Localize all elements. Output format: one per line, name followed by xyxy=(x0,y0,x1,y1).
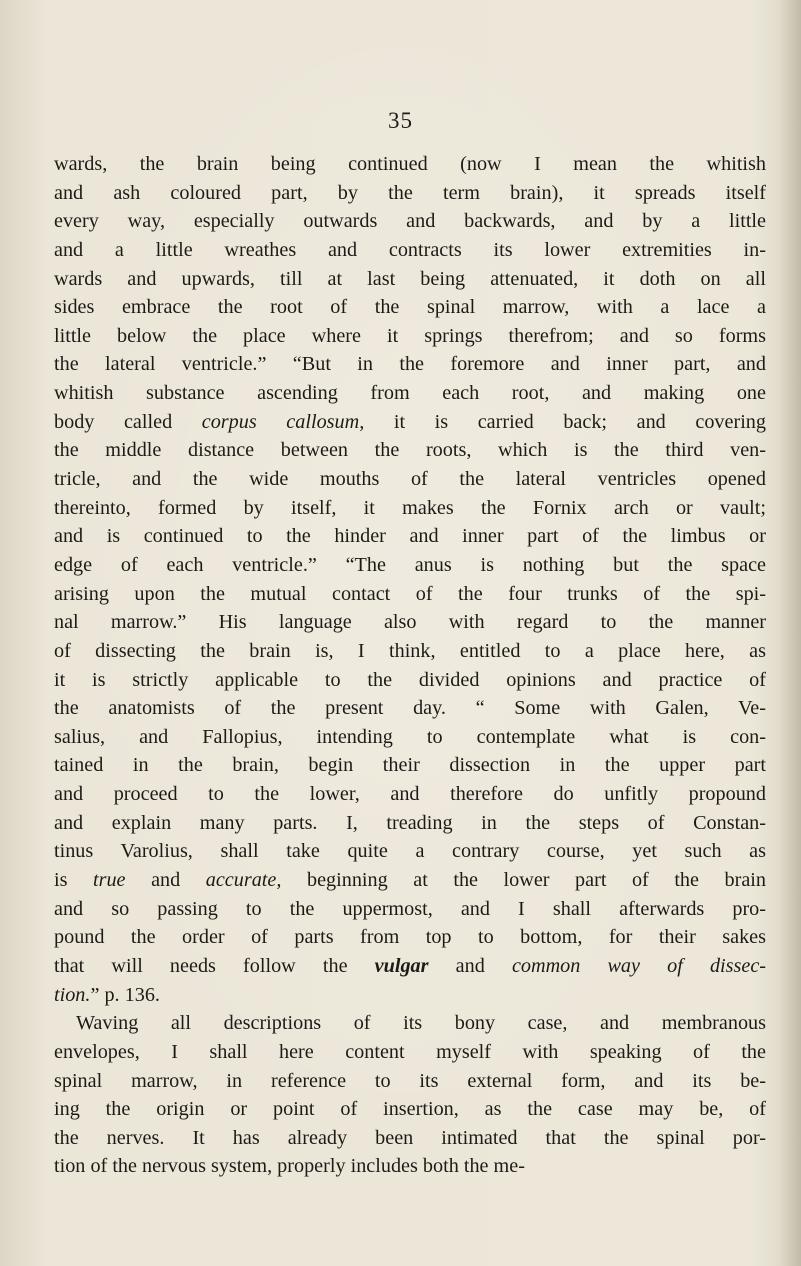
text-line xyxy=(54,837,766,866)
text-segment: envelopes, I shall here content myself with speaking of the xyxy=(54,1040,766,1063)
emphasis-text: accurate, xyxy=(205,869,282,892)
text-line xyxy=(54,1152,766,1181)
paragraph xyxy=(54,150,766,1009)
text-line xyxy=(54,809,766,838)
page-number: 35 xyxy=(388,108,413,133)
text-line xyxy=(54,751,766,780)
text-line xyxy=(54,694,766,723)
text-segment: ” p. 136. xyxy=(90,983,160,1006)
text-segment: tricle, and the wide mouths of the lateral ventricles opened xyxy=(54,468,766,491)
text-segment: the middle distance between the roots, which is the third ven- xyxy=(54,439,766,462)
text-line xyxy=(54,780,766,809)
emphasis-text: true xyxy=(93,869,126,892)
text-line xyxy=(54,923,766,952)
text-segment: ing the origin or point of insertion, as the case may be, of xyxy=(54,1098,766,1121)
text-segment: wards, the brain being continued (now I mean the whitish xyxy=(54,153,766,175)
text-segment: every way, especially outwards and backwards, and by a little xyxy=(54,210,766,233)
text-segment: wards and upwards, till at last being attenuated, it doth on all xyxy=(54,267,766,290)
text-line xyxy=(54,1095,766,1124)
text-segment: pound the order of parts from top to bottom, for their sakes xyxy=(54,926,766,949)
page-edge-shadow xyxy=(779,0,801,1266)
text-segment: that will needs follow the xyxy=(54,954,375,977)
text-line xyxy=(54,236,766,265)
text-line xyxy=(54,408,766,437)
text-segment: and is continued to the hinder and inner part of the limbus or xyxy=(54,525,766,548)
text-segment: edge of each ventricle.” “The anus is nothing but the space xyxy=(54,553,766,576)
text-segment: body called xyxy=(54,410,202,433)
text-segment: the lateral ventricle.” “But in the foremore and inner part, and xyxy=(54,353,766,376)
text-segment: and ash coloured part, by the term brain), it spreads itself xyxy=(54,181,766,204)
text-line xyxy=(54,436,766,465)
text-line xyxy=(54,522,766,551)
emphasis-text: corpus callosum, xyxy=(201,410,365,433)
text-line xyxy=(54,981,766,1010)
emphasis-text: vulgar xyxy=(374,954,429,977)
text-segment: and a little wreathes and contracts its lower extremities in- xyxy=(54,238,766,261)
text-segment: the nerves. It has already been intimated that the spinal por- xyxy=(54,1126,766,1149)
text-segment: and explain many parts. I, treading in the steps of Constan- xyxy=(54,811,766,834)
emphasis-text: common way of dissec- xyxy=(511,954,767,977)
text-line xyxy=(54,608,766,637)
text-segment: Waving all descriptions of its bony case, and membranous xyxy=(76,1012,766,1035)
text-segment: spinal marrow, in reference to its external form, and its be- xyxy=(54,1069,766,1092)
text-line xyxy=(54,150,766,179)
text-segment: thereinto, formed by itself, it makes the Fornix arch or vault; xyxy=(54,496,766,519)
text-segment: the anatomists of the present day. “ Some with Galen, Ve- xyxy=(54,697,766,720)
text-line xyxy=(54,1038,766,1067)
text-line xyxy=(54,265,766,294)
text-segment: little below the place where it springs therefrom; and so forms xyxy=(54,324,766,347)
text-segment: tion of the nervous system, properly includes both the me- xyxy=(54,1155,525,1178)
text-segment: beginning at the lower part of the brain xyxy=(281,869,766,892)
body-text xyxy=(54,150,766,1181)
text-line xyxy=(54,465,766,494)
text-segment: nal marrow.” His language also with regard to the manner xyxy=(54,611,766,634)
text-line xyxy=(54,1067,766,1096)
text-line xyxy=(54,494,766,523)
text-segment: tained in the brain, begin their dissection in the upper part xyxy=(54,754,766,777)
text-segment: of dissecting the brain is, I think, entitled to a place here, as xyxy=(54,639,766,662)
emphasis-text: tion. xyxy=(54,983,91,1006)
paragraph xyxy=(54,1009,766,1181)
text-line xyxy=(54,580,766,609)
text-line xyxy=(54,1124,766,1153)
text-line xyxy=(54,895,766,924)
text-line xyxy=(54,379,766,408)
text-segment: and proceed to the lower, and therefore do unfitly propound xyxy=(54,783,766,806)
text-segment: and xyxy=(428,954,512,977)
text-line xyxy=(54,723,766,752)
text-line xyxy=(54,1009,766,1038)
text-line xyxy=(54,207,766,236)
text-line xyxy=(54,666,766,695)
text-line xyxy=(54,179,766,208)
text-segment: arising upon the mutual contact of the four trunks of the spi- xyxy=(54,582,766,605)
text-segment: it is strictly applicable to the divided opinions and practice of xyxy=(54,668,766,691)
text-segment: is xyxy=(54,869,93,892)
text-segment: salius, and Fallopius, intending to contemplate what is con- xyxy=(54,725,766,748)
text-segment: sides embrace the root of the spinal marrow, with a lace a xyxy=(54,296,766,319)
text-line xyxy=(54,293,766,322)
text-line xyxy=(54,637,766,666)
text-segment: and xyxy=(125,869,206,892)
text-line xyxy=(54,551,766,580)
text-segment: tinus Varolius, shall take quite a contrary course, yet such as xyxy=(54,840,766,863)
text-segment: whitish substance ascending from each root, and making one xyxy=(54,382,766,405)
text-line xyxy=(54,350,766,379)
text-line xyxy=(54,866,766,895)
text-segment: and so passing to the uppermost, and I shall afterwards pro- xyxy=(54,897,766,920)
text-line xyxy=(54,952,766,981)
text-line xyxy=(54,322,766,351)
text-segment: it is carried back; and covering xyxy=(364,410,766,433)
